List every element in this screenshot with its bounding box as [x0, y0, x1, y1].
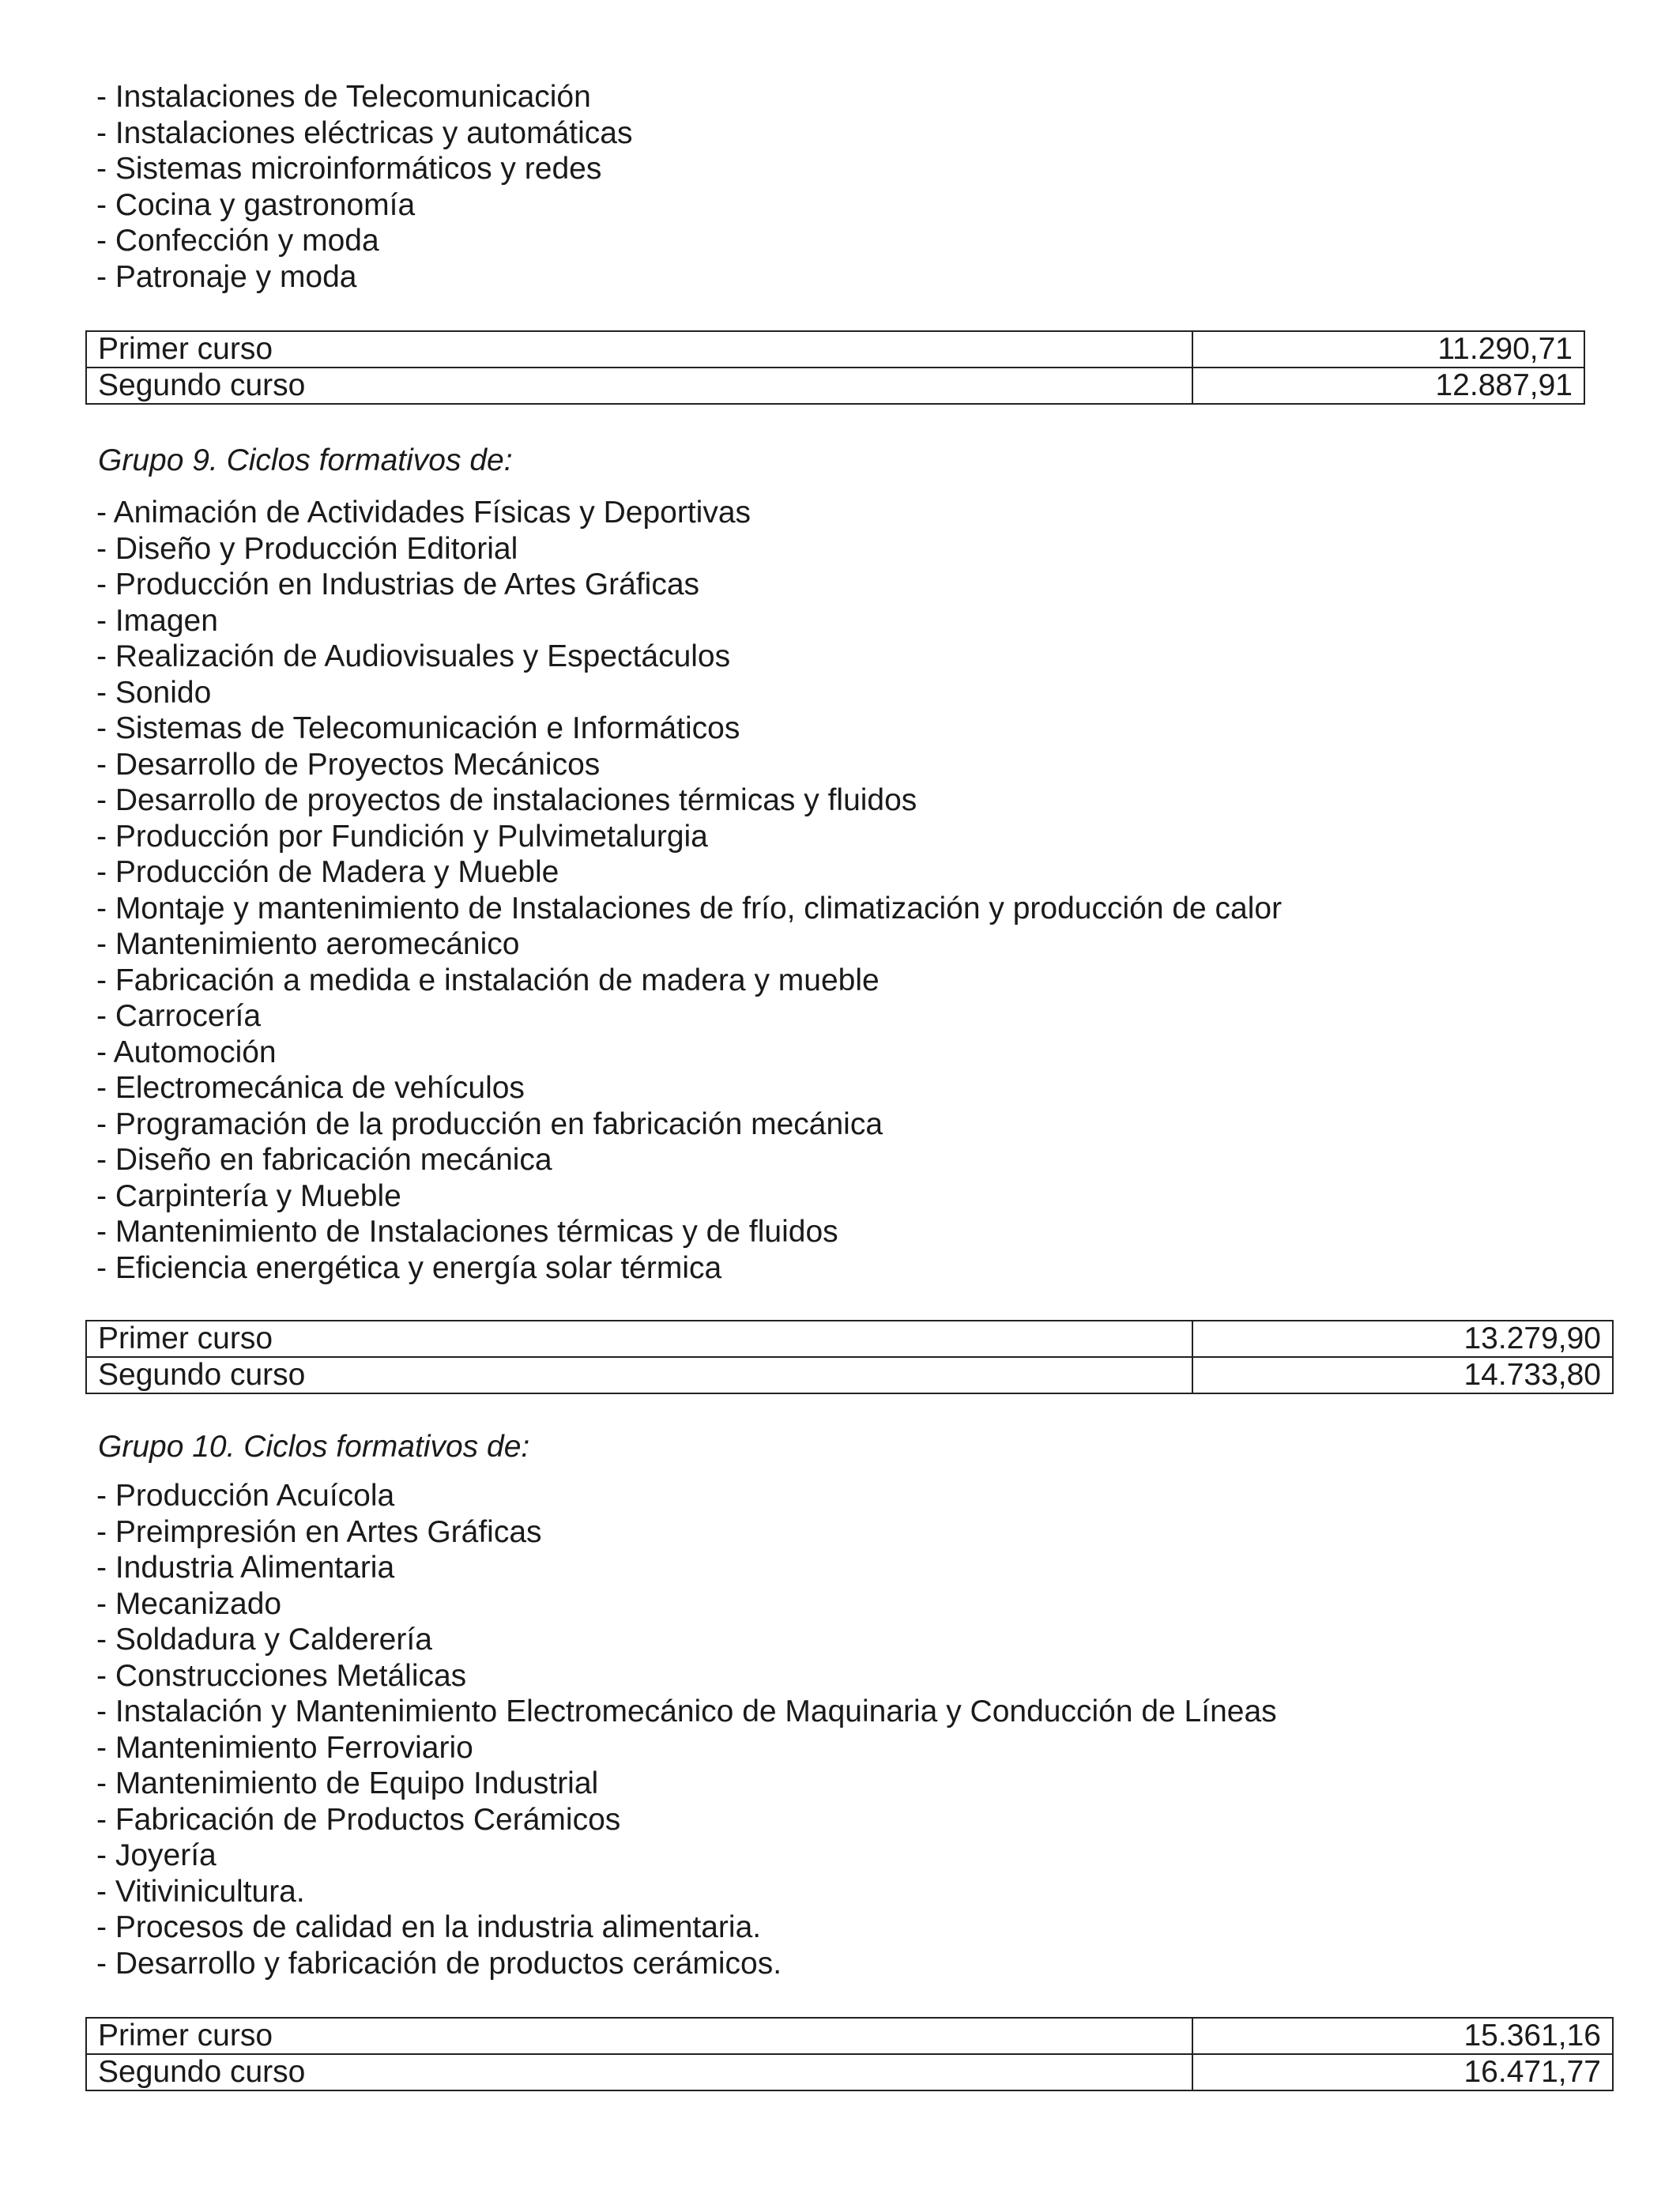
list-item: - Fabricación de Productos Cerámicos	[96, 1802, 621, 1837]
table-cell-value: 15.361,16	[1192, 2018, 1613, 2054]
list-item: - Producción de Madera y Mueble	[96, 855, 559, 889]
list-item: - Vitivinicultura.	[96, 1874, 305, 1909]
table-cell-label: Segundo curso	[86, 2054, 1192, 2090]
list-item: - Patronaje y moda	[96, 259, 357, 294]
list-item: - Programación de la producción en fabricación mecánica	[96, 1106, 883, 1141]
list-item: - Carpintería y Mueble	[96, 1178, 401, 1213]
list-item: - Mantenimiento de Equipo Industrial	[96, 1766, 599, 1800]
list-item: - Mecanizado	[96, 1586, 282, 1621]
list-item: - Producción en Industrias de Artes Gráficas	[96, 567, 700, 601]
list-item: - Electromecánica de vehículos	[96, 1071, 525, 1105]
table-cell-value: 12.887,91	[1192, 368, 1584, 404]
list-item: - Desarrollo de proyectos de instalaciones térmicas y fluidos	[96, 783, 917, 817]
list-item: - Instalaciones eléctricas y automáticas	[96, 115, 633, 150]
list-item: - Mantenimiento aeromecánico	[96, 927, 520, 961]
group9-heading: Grupo 9. Ciclos formativos de:	[98, 443, 513, 477]
list-item: - Diseño en fabricación mecánica	[96, 1143, 552, 1177]
list-item: - Sistemas de Telecomunicación e Informáticos	[96, 711, 740, 745]
table-cell-value: 13.279,90	[1192, 1321, 1613, 1357]
table-cell-label: Primer curso	[86, 331, 1192, 368]
list-item: - Mantenimiento de Instalaciones térmicas y de fluidos	[96, 1215, 838, 1249]
table-row	[86, 1321, 1613, 1357]
list-item: - Soldadura y Calderería	[96, 1623, 432, 1657]
list-item: - Construcciones Metálicas	[96, 1658, 467, 1693]
list-item: - Preimpresión en Artes Gráficas	[96, 1514, 542, 1549]
list-item: - Realización de Audiovisuales y Espectáculos	[96, 639, 731, 673]
table-row	[86, 2018, 1613, 2054]
table-row	[86, 368, 1584, 404]
table-cell-label: Segundo curso	[86, 1357, 1192, 1393]
list-item: - Instalación y Mantenimiento Electromecánico de Maquinaria y Conducción de Líneas	[96, 1695, 1277, 1728]
list-item: - Producción Acuícola	[96, 1479, 395, 1513]
group8-cost-table	[85, 330, 1585, 405]
group10-cycle-list	[96, 1478, 1277, 1981]
list-item: - Procesos de calidad en la industria alimentaria.	[96, 1910, 762, 1944]
list-item: - Desarrollo y fabricación de productos cerámicos.	[96, 1946, 782, 1981]
list-item: - Mantenimiento Ferroviario	[96, 1730, 473, 1765]
list-item: - Confección y moda	[96, 224, 379, 258]
group9-cost-table	[85, 1320, 1614, 1394]
table-cell-label: Primer curso	[86, 2018, 1192, 2054]
list-item: - Sonido	[96, 675, 212, 710]
list-item: - Automoción	[96, 1035, 277, 1069]
list-item: - Diseño y Producción Editorial	[96, 531, 518, 566]
table-cell-value: 14.733,80	[1192, 1357, 1613, 1393]
table-row	[86, 331, 1584, 368]
group8-cycle-list	[96, 79, 632, 295]
group10-cost-table	[85, 2017, 1614, 2091]
list-item: - Carrocería	[96, 999, 262, 1033]
table-cell-label: Primer curso	[86, 1321, 1192, 1357]
table-cell-label: Segundo curso	[86, 368, 1192, 404]
list-item: - Sistemas microinformáticos y redes	[96, 152, 602, 186]
group10-heading: Grupo 10. Ciclos formativos de:	[98, 1430, 530, 1464]
table-cell-value: 11.290,71	[1192, 331, 1584, 368]
group9-cycle-list	[96, 495, 1282, 1286]
list-item: - Montaje y mantenimiento de Instalaciones de frío, climatización y producción de calor	[96, 891, 1283, 925]
list-item: - Imagen	[96, 603, 218, 638]
list-item: - Cocina y gastronomía	[96, 187, 416, 222]
list-item: - Eficiencia energética y energía solar térmica	[96, 1250, 722, 1285]
list-item: - Fabricación a medida e instalación de madera y mueble	[96, 963, 880, 997]
list-item: - Joyería	[96, 1838, 217, 1872]
table-row	[86, 2054, 1613, 2090]
table-row	[86, 1357, 1613, 1393]
list-item: - Animación de Actividades Físicas y Deportivas	[96, 496, 751, 530]
table-cell-value: 16.471,77	[1192, 2054, 1613, 2090]
list-item: - Industria Alimentaria	[96, 1551, 395, 1585]
list-item: - Producción por Fundición y Pulvimetalurgia	[96, 819, 708, 854]
list-item: - Desarrollo de Proyectos Mecánicos	[96, 747, 601, 782]
list-item: - Instalaciones de Telecomunicación	[96, 80, 591, 114]
